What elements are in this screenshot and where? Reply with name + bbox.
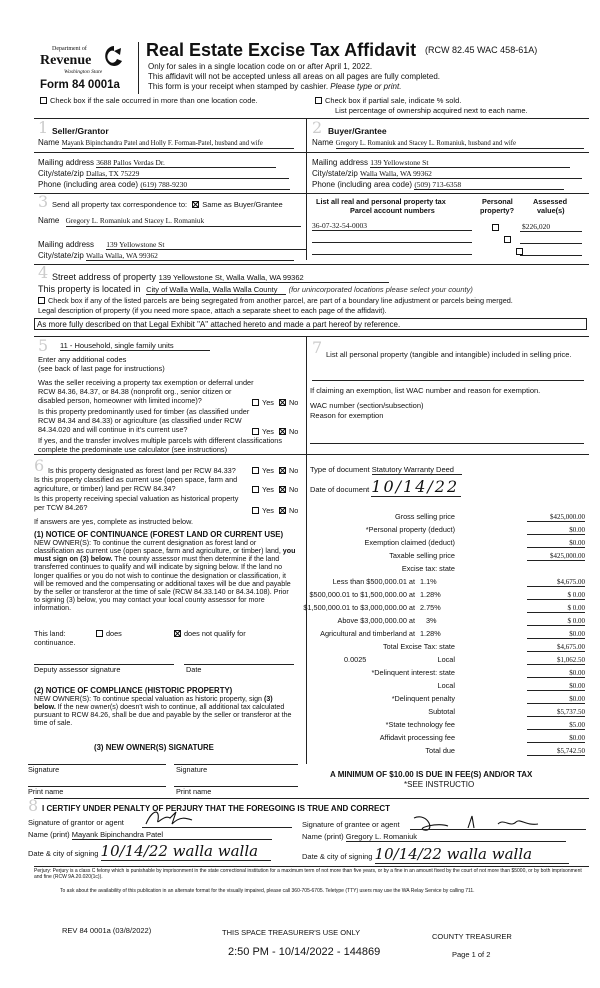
street-row bbox=[52, 272, 389, 283]
buyer-mail[interactable]: 139 Yellowstone St bbox=[370, 158, 570, 168]
grantor-sig-label: Signature of grantor or agent bbox=[28, 818, 124, 827]
forest-yes-no bbox=[252, 467, 298, 476]
tier4-label: Above $3,000,000.00 at bbox=[337, 616, 415, 625]
corr-name-label: Name bbox=[38, 216, 60, 225]
same-as-buyer-label: Same as Buyer/Grantee bbox=[202, 200, 283, 209]
header-line2: This affidavit will not be accepted unless all areas on all pages are fully completed. bbox=[148, 72, 441, 81]
corr-mail-row bbox=[38, 240, 306, 250]
penalty-label: *Delinquent penalty bbox=[391, 694, 455, 703]
personal-head1: Personal bbox=[482, 197, 513, 206]
seller-mail-row bbox=[38, 158, 276, 168]
partial-list-note: List percentage of ownership acquired next to each name. bbox=[335, 106, 528, 115]
enter-codes-1: Enter any additional codes bbox=[38, 355, 127, 364]
form-number: Form 84 0001a bbox=[40, 79, 120, 91]
local-label: Local bbox=[437, 655, 455, 664]
yes-label: Yes bbox=[262, 506, 274, 515]
compliance-body-a: NEW OWNER(S): To continue special valuation as historic property, sign bbox=[34, 695, 264, 703]
grantee-sig-label: Signature of grantee or agent bbox=[302, 820, 400, 829]
checked-box-icon[interactable] bbox=[279, 467, 286, 474]
penalty-value[interactable]: $0.00 bbox=[527, 695, 585, 704]
yes-label: Yes bbox=[262, 398, 274, 407]
assessor-sig-label: Deputy assessor signature bbox=[34, 665, 121, 674]
street-label: Street address of property bbox=[52, 272, 157, 282]
checkbox-icon[interactable] bbox=[252, 507, 259, 514]
checkbox-icon[interactable] bbox=[96, 630, 103, 637]
assessed-head1: Assessed bbox=[533, 197, 568, 206]
buyer-phone[interactable]: (509) 713-6358 bbox=[414, 180, 564, 190]
does-not-label: does not qualify for bbox=[184, 629, 246, 638]
buyer-heading: Buyer/Grantee bbox=[328, 126, 387, 136]
compliance-body bbox=[34, 695, 296, 728]
section-1-number: 1 bbox=[38, 118, 49, 137]
tier2-value[interactable]: $ 0.00 bbox=[527, 591, 585, 600]
multi-location-label: Check box if the sale occurred in more than one location code. bbox=[50, 96, 258, 105]
enter-codes-2: (see back of last page for instructions) bbox=[38, 364, 165, 373]
doc-type-value[interactable]: Statutory Warranty Deed bbox=[372, 465, 462, 475]
cashier-stamp: 2:50 PM - 10/14/2022 - 144869 bbox=[228, 946, 381, 958]
seller-sep bbox=[34, 152, 306, 153]
owner-sig-label-1: Signature bbox=[28, 765, 60, 774]
does-option bbox=[96, 630, 122, 639]
see-instructions: *SEE INSTRUCTIO bbox=[404, 780, 475, 789]
tier1-label: Less than $500,000.01 at bbox=[332, 577, 415, 586]
affidavit-fee-label: Affidavit processing fee bbox=[379, 733, 455, 742]
corr-city-label: City/state/zip bbox=[38, 251, 84, 260]
taxable-value[interactable]: $425,000.00 bbox=[527, 552, 585, 561]
grantee-name-row bbox=[302, 832, 566, 842]
compliance-title: (2) NOTICE OF COMPLIANCE (HISTORIC PROPERTY) bbox=[34, 686, 233, 695]
tier3-rate: 2.75% bbox=[420, 603, 441, 612]
section-3-number: 3 bbox=[38, 192, 49, 211]
parcel-line-3 bbox=[312, 254, 472, 255]
corr-city-row bbox=[38, 251, 294, 261]
print-note: Please type or print. bbox=[330, 82, 402, 91]
checked-box-icon[interactable] bbox=[192, 201, 199, 208]
does-not-option bbox=[174, 630, 246, 639]
parcel-head1: List all real and personal property tax bbox=[316, 197, 446, 206]
personal-property-label: List all personal property (tangible and intangible) included in selling price. bbox=[326, 350, 572, 359]
delinq-local-label: Local bbox=[437, 681, 455, 690]
personal-label: *Personal property (deduct) bbox=[365, 525, 455, 534]
checked-box-icon[interactable] bbox=[279, 428, 286, 435]
buyer-name-label: Name bbox=[312, 138, 334, 147]
wac-label: WAC number (section/subsection) bbox=[310, 401, 424, 410]
section-2-number: 2 bbox=[312, 118, 323, 137]
grantor-date-label: Date & city of signing bbox=[28, 849, 99, 858]
tier2-label: $500,000.01 to $1,500,000.00 at bbox=[309, 590, 415, 599]
grantor-name-row bbox=[28, 830, 272, 840]
reason-line bbox=[310, 443, 584, 444]
receipt-note: This form is your receipt when stamped by cashier. bbox=[148, 82, 331, 91]
dept-line: Department of bbox=[52, 46, 87, 52]
checkbox-icon[interactable] bbox=[252, 428, 259, 435]
reason-label: Reason for exemption bbox=[310, 411, 384, 420]
tier4-row bbox=[300, 617, 585, 628]
form-title: Real Estate Excise Tax Affidavit bbox=[146, 40, 417, 60]
delinq-state-label: *Delinquent interest: state bbox=[371, 668, 455, 677]
land-use-code[interactable]: 11 - Household, single family units bbox=[60, 341, 210, 351]
buyer-city-label: City/state/zip bbox=[312, 169, 358, 178]
checkbox-icon[interactable] bbox=[252, 467, 259, 474]
perjury-rule bbox=[34, 866, 589, 867]
compliance-body-b: (3) below. bbox=[34, 695, 273, 712]
located-note: (for unincorporated locations please select your county) bbox=[288, 285, 473, 294]
header-divider bbox=[138, 42, 139, 94]
yes-label: Yes bbox=[262, 466, 274, 475]
owner-print-label-2: Print name bbox=[176, 787, 212, 796]
checkbox-icon[interactable] bbox=[252, 486, 259, 493]
local-row bbox=[300, 656, 585, 667]
seller-phone[interactable]: (619) 788-9230 bbox=[140, 180, 290, 190]
minimum-note: A MINIMUM OF $10.00 IS DUE IN FEE(S) AND/OR TAX bbox=[330, 770, 533, 779]
does-label: does bbox=[106, 629, 122, 638]
seller-mail[interactable]: 3688 Pallos Verdas Dr. bbox=[96, 158, 276, 168]
no-label: No bbox=[288, 485, 299, 494]
gross-label: Gross selling price bbox=[394, 512, 455, 521]
timber-question: Is this property predominantly used for timber (as classified under RCW 84.34 and 84.33) or agriculture (as classified under RCW 84.34.020 and will continue in it's current use? bbox=[38, 407, 250, 434]
buyer-name-row bbox=[312, 138, 584, 149]
legal-label: Legal description of property (if you need more space, attach a separate sheet to each page of the affidavit). bbox=[38, 306, 387, 315]
this-land-label: This land: bbox=[34, 629, 66, 638]
assessor-date-label: Date bbox=[186, 665, 202, 674]
total-state-row bbox=[300, 643, 585, 654]
doc-type-row bbox=[310, 465, 462, 475]
tier5-label: Agricultural and timberland at bbox=[320, 629, 415, 638]
segregate-label: Check box if any of the listed parcels are being segregated from another parcel, are part of a boundary line adjustment or parcels being merged. bbox=[48, 296, 513, 305]
grantee-date-label: Date & city of signing bbox=[302, 852, 373, 861]
grantee-signature-icon[interactable] bbox=[408, 810, 558, 834]
checked-box-icon[interactable] bbox=[279, 399, 286, 406]
correspondence-label: Send all property tax correspondence to: bbox=[52, 200, 188, 209]
continuance-title: (1) NOTICE OF CONTINUANCE (FOREST LAND OR CURRENT USE) bbox=[34, 530, 284, 539]
subtotal-value[interactable]: $5,737.50 bbox=[527, 708, 585, 717]
dept-name: Revenue bbox=[40, 53, 92, 68]
parcel-line-2 bbox=[312, 242, 472, 243]
tier3-row bbox=[300, 604, 585, 615]
checkbox-icon[interactable] bbox=[252, 399, 259, 406]
no-label: No bbox=[288, 506, 299, 515]
current-use-yes-no bbox=[252, 486, 298, 495]
local-value[interactable]: $1,062.50 bbox=[527, 656, 585, 665]
segregate-row[interactable] bbox=[38, 297, 588, 306]
tech-label: *State technology fee bbox=[385, 720, 455, 729]
penalty-row bbox=[300, 695, 585, 706]
buyer-phone-row bbox=[312, 180, 564, 190]
no-label: No bbox=[288, 398, 299, 407]
exemption-label: If claiming an exemption, list WAC number and reason for exemption. bbox=[310, 386, 541, 395]
tier5-row bbox=[300, 630, 585, 641]
sec3-rule bbox=[34, 193, 306, 194]
taxable-label: Taxable selling price bbox=[389, 551, 455, 560]
no-label: No bbox=[288, 466, 299, 475]
checkbox-icon[interactable] bbox=[38, 297, 45, 304]
page-number: Page 1 of 2 bbox=[452, 950, 491, 959]
buyer-mail-label: Mailing address bbox=[312, 158, 369, 167]
grantee-date[interactable]: 10/14/22 walla walla bbox=[375, 845, 569, 864]
tier3-value[interactable]: $ 0.00 bbox=[527, 604, 585, 613]
personal-head2: property? bbox=[480, 206, 515, 215]
if-yes-note: If answers are yes, complete as instructed below. bbox=[34, 517, 193, 526]
buyer-mail-row bbox=[312, 158, 570, 168]
personal-checkbox-2[interactable] bbox=[504, 236, 511, 243]
excise-row bbox=[300, 565, 585, 576]
parcel-rule bbox=[306, 193, 589, 194]
buyer-name[interactable]: Gregory L. Romaniuk and Stacey L. Romaniuk, husband and wife bbox=[336, 140, 584, 149]
historic-yes-no bbox=[252, 507, 298, 516]
grantee-sig-line bbox=[410, 829, 586, 830]
taxable-row bbox=[300, 552, 585, 563]
center-rule-2 bbox=[306, 336, 307, 454]
seller-city[interactable]: Dallas, TX 75229 bbox=[86, 169, 289, 179]
seller-name[interactable]: Mayank Bipinchandra Patel and Holly F. Forman-Patel, husband and wife bbox=[62, 140, 294, 149]
assessed-line-3 bbox=[520, 255, 582, 256]
grantor-date[interactable]: 10/14/22 walla walla bbox=[101, 842, 271, 861]
corr-name[interactable]: Gregory L. Romaniuk and Stacey L. Romaniuk bbox=[66, 217, 301, 227]
no-label: No bbox=[288, 427, 299, 436]
tier3-label: $1,500,000.01 to $3,000,000.00 at bbox=[303, 603, 415, 612]
tier4-rate: 3% bbox=[426, 616, 437, 625]
tier2-rate: 1.28% bbox=[420, 590, 441, 599]
total-due-value[interactable]: $5,742.50 bbox=[527, 747, 585, 756]
continuance-label: continuance. bbox=[34, 638, 76, 647]
doc-date-label: Date of document bbox=[310, 485, 370, 494]
tier1-row bbox=[300, 578, 585, 589]
doc-type-label: Type of document bbox=[310, 465, 370, 474]
grantor-date-row bbox=[28, 842, 271, 861]
partial-sale-label: Check box if partial sale, indicate % sold. bbox=[325, 96, 462, 105]
tier4-value[interactable]: $ 0.00 bbox=[527, 617, 585, 626]
doc-date-value[interactable]: 10/14/22 bbox=[371, 477, 461, 497]
buyer-sep bbox=[306, 152, 589, 153]
seller-name-label: Name bbox=[38, 138, 60, 147]
grantee-sig-row bbox=[302, 820, 400, 829]
section-4-number: 4 bbox=[38, 263, 49, 282]
tier2-row bbox=[300, 591, 585, 602]
seller-city-row bbox=[38, 169, 289, 179]
total-due-label: Total due bbox=[425, 746, 455, 755]
parcel-line-1 bbox=[312, 230, 472, 231]
grantor-sig-row bbox=[28, 818, 124, 827]
excise-label: Excise tax: state bbox=[401, 564, 455, 573]
header-line3 bbox=[148, 82, 401, 92]
total-state-label: Total Excise Tax: state bbox=[382, 642, 455, 651]
grantee-date-row bbox=[302, 845, 569, 864]
legal-text: As more fully described on that Legal Exhibit "A" attached hereto and made a part hereof by reference. bbox=[37, 320, 401, 329]
located-row bbox=[38, 284, 473, 295]
yes-label: Yes bbox=[262, 485, 274, 494]
checked-box-icon[interactable] bbox=[174, 630, 181, 637]
exempt-row bbox=[300, 539, 585, 550]
sec8-rule bbox=[34, 798, 589, 799]
grantor-name-label: Name (print) bbox=[28, 830, 70, 839]
predominate-use-note: If yes, and the transfer involves multiple parcels with different classifications complete the predominate use calculator (see instructions) bbox=[38, 436, 283, 454]
continuance-body-c: The county assessor must then determine if the land transferred continues to qualify and will indicate by signing below. If the land no longer qualifies or you do not wish to continue the designation or classification, it will be removed and the compensating or additional taxes will be due and payable by the seller or transferor at the time of sale (RCW 84.33.140 or 84.34.108). Prior to signing (3) below, you may contact your local county assessor for more information. bbox=[34, 555, 291, 613]
tech-row bbox=[300, 721, 585, 732]
checked-box-icon[interactable] bbox=[279, 507, 286, 514]
buyer-phone-label: Phone (including area code) bbox=[312, 180, 413, 189]
exemption-yes-no bbox=[252, 399, 298, 408]
dept-state: Washington State bbox=[64, 69, 103, 75]
exemption-question: Was the seller receiving a property tax exemption or deferral under RCW 84.36, 84.37, or 84.38 (nonprofit org., senior citizen or disabled person, homeowner with limited income)? bbox=[38, 378, 254, 405]
seller-heading: Seller/Grantor bbox=[52, 126, 109, 136]
delinq-local-value[interactable]: $0.00 bbox=[527, 682, 585, 691]
tier5-value[interactable]: $0.00 bbox=[527, 630, 585, 639]
alt-format-note: To ask about the availability of this publication in an alternate format for the visually impaired, please call 360-705-6705. Teletype (TTY) users may use the WA Relay Service by calling 711. bbox=[60, 888, 475, 894]
affidavit-fee-value[interactable]: $0.00 bbox=[527, 734, 585, 743]
section-5-number: 5 bbox=[38, 336, 49, 355]
seller-mail-label: Mailing address bbox=[38, 158, 95, 167]
seller-phone-label: Phone (including area code) bbox=[38, 180, 139, 189]
grantor-signature-icon[interactable] bbox=[142, 806, 252, 828]
corr-mail[interactable]: 139 Yellowstone St bbox=[106, 240, 306, 250]
located-value[interactable]: City of Walla Walla, Walla Walla County bbox=[146, 285, 286, 295]
buyer-city-row bbox=[312, 169, 582, 179]
corr-mail-label: Mailing address bbox=[38, 240, 95, 249]
tier5-rate: 1.28% bbox=[420, 629, 441, 638]
delinq-state-row bbox=[300, 669, 585, 680]
tier1-value[interactable]: $4,675.00 bbox=[527, 578, 585, 587]
corr-name-row bbox=[38, 216, 301, 227]
certify-heading: I CERTIFY UNDER PENALTY OF PERJURY THAT THE FOREGOING IS TRUE AND CORRECT bbox=[42, 804, 391, 813]
subtotal-label: Subtotal bbox=[428, 707, 455, 716]
assessed-head2: value(s) bbox=[537, 206, 565, 215]
parcel-number[interactable]: 36-07-32-54-0003 bbox=[312, 221, 367, 230]
grantor-sig-line bbox=[142, 827, 292, 828]
tier1-rate: 1.1% bbox=[420, 577, 437, 586]
delinq-local-row bbox=[300, 682, 585, 693]
sec6-rule bbox=[34, 454, 589, 455]
legal-box[interactable] bbox=[34, 318, 587, 330]
current-use-question: Is this property classified as current use (open space, farm and agriculture, or timber) land per RCW 84.34? bbox=[34, 475, 238, 493]
grantor-name[interactable]: Mayank Bipinchandra Patel bbox=[72, 830, 272, 840]
owner-sig-label-2: Signature bbox=[176, 765, 208, 774]
continuance-body-b: you must sign on (3) below. bbox=[34, 547, 296, 564]
perjury-note: Perjury: Perjury is a class C felony which is punishable by imprisonment in the state correctional institution for a maximum term of not more than five years, or by a fine in an amount fixed by the court of not more than $5000, or by both imprisonment and fine (RCW 9A.20.020(1c)). bbox=[34, 868, 582, 880]
checked-box-icon[interactable] bbox=[279, 486, 286, 493]
grantee-name-label: Name (print) bbox=[302, 832, 344, 841]
revenue-swoosh-icon bbox=[104, 45, 124, 67]
multi-location-check[interactable] bbox=[40, 96, 258, 105]
forest-question: Is this property designated as forest land per RCW 84.33? bbox=[48, 466, 236, 475]
exempt-label: Exemption claimed (deduct) bbox=[364, 538, 455, 547]
owner-print-label-1: Print name bbox=[28, 787, 64, 796]
local-rate: 0.0025 bbox=[344, 655, 367, 664]
tech-value[interactable]: $5.00 bbox=[527, 721, 585, 730]
subtotal-row bbox=[300, 708, 585, 719]
historic-question: Is this property receiving special valuation as historical property per TCW 84.26? bbox=[34, 494, 239, 512]
assessed-value[interactable]: $226,020 bbox=[522, 222, 551, 231]
personal-value[interactable]: $0.00 bbox=[527, 526, 585, 535]
personal-checkbox-1[interactable] bbox=[492, 224, 499, 231]
delinq-state-value[interactable]: $0.00 bbox=[527, 669, 585, 678]
affidavit-fee-row bbox=[300, 734, 585, 745]
rev-number: REV 84 0001a (03/8/2022) bbox=[62, 926, 152, 935]
gross-value[interactable]: $425,000.00 bbox=[527, 513, 585, 522]
checkbox-icon[interactable] bbox=[315, 97, 322, 104]
partial-sale-check[interactable] bbox=[315, 96, 461, 105]
total-due-row bbox=[300, 747, 585, 758]
gross-row bbox=[300, 513, 585, 524]
county-treasurer: COUNTY TREASURER bbox=[432, 932, 512, 941]
section-8-number: 8 bbox=[28, 796, 39, 815]
form-rcw: (RCW 82.45 WAC 458-61A) bbox=[425, 45, 538, 55]
correspondence-row bbox=[52, 200, 283, 209]
header-line1: Only for sales in a single location code on or after April 1, 2022. bbox=[148, 62, 373, 71]
assessed-line-1 bbox=[520, 231, 582, 232]
personal-checkbox-3[interactable] bbox=[516, 248, 523, 255]
center-rule bbox=[306, 118, 307, 260]
seller-phone-row bbox=[38, 180, 290, 190]
compliance-body-c: If the new owner(s) doesn't wish to continue, all additional tax calculated pursuant to RCW 84.26, shall be due and payable by the seller or transferor at the time of sale. bbox=[34, 703, 292, 728]
located-label: This property is located in bbox=[38, 284, 141, 294]
continuance-body-a: NEW OWNER(S): To continue the current designation as forest land or classification as current use (open space, farm and agriculture, or timber) land, bbox=[34, 539, 283, 556]
sec5-rule bbox=[34, 336, 589, 337]
personal-property-line bbox=[312, 380, 584, 381]
section-7-number: 7 bbox=[312, 338, 323, 357]
grantee-name[interactable]: Gregory L. Romaniuk bbox=[346, 832, 566, 842]
doc-date-row bbox=[310, 477, 461, 497]
parcel-head2: Parcel account numbers bbox=[350, 206, 435, 215]
new-owner-sig-title: (3) NEW OWNER(S) SIGNATURE bbox=[94, 743, 214, 752]
assessed-line-2 bbox=[520, 243, 582, 244]
section-6-number: 6 bbox=[34, 456, 45, 475]
treasurer-space: THIS SPACE TREASURER'S USE ONLY bbox=[222, 928, 361, 937]
seller-name-row bbox=[38, 138, 300, 149]
checkbox-icon[interactable] bbox=[40, 97, 47, 104]
yes-label: Yes bbox=[262, 427, 274, 436]
sec4-rule bbox=[34, 264, 589, 265]
street-value[interactable]: 139 Yellowstone St, Walla Walla, WA 99362 bbox=[159, 273, 389, 283]
corr-city[interactable]: Walla Walla, WA 99362 bbox=[86, 251, 294, 261]
seller-city-label: City/state/zip bbox=[38, 169, 84, 178]
continuance-body bbox=[34, 539, 296, 612]
buyer-city[interactable]: Walla Walla, WA 99362 bbox=[360, 169, 582, 179]
total-state-value[interactable]: $4,675.00 bbox=[527, 643, 585, 652]
exempt-value[interactable]: $0.00 bbox=[527, 539, 585, 548]
personal-row bbox=[300, 526, 585, 537]
